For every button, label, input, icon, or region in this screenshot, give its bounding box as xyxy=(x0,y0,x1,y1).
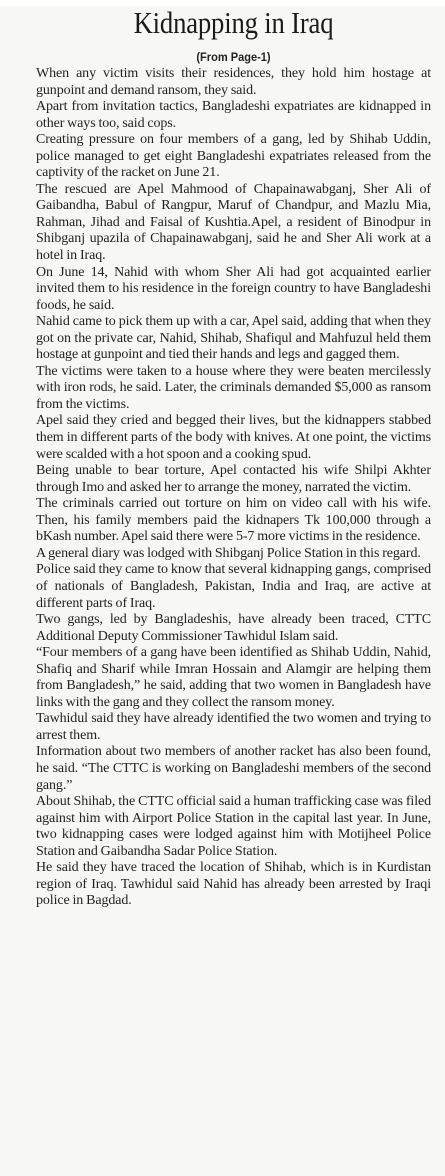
article-paragraph: Two gangs, led by Bangladeshis, have already been traced, CTTC Additional Deputy Commissioner Tawhidul Islam said. xyxy=(36,612,431,644)
continued-from-label: (From Page-1) xyxy=(196,50,271,64)
article-paragraph: Information about two members of another racket has also been found, he said. “The CTTC is working on Bangladeshi members of the second gang.” xyxy=(36,744,431,793)
newspaper-clipping xyxy=(0,6,445,1176)
article-body xyxy=(36,66,431,910)
article-paragraph: The criminals carried out torture on him on video call with his wife. Then, his family members paid the kidnapers Tk 100,000 through a bKash number. Apel said there were 5-7 more victims in the residence. xyxy=(36,496,431,545)
article-paragraph: “Four members of a gang have been identified as Shihab Uddin, Nahid, Shafiq and Sharif while Imran Hossain and Alamgir are helping them from Bangladesh,” he said, adding that two women in Bangladesh have links with the gang and they collect the ransom money. xyxy=(36,645,431,710)
article-paragraph: Nahid came to pick them up with a car, Apel said, adding that when they got on the private car, Nahid, Shihab, Shafiqul and Mahfuzul held them hostage at gunpoint and tied their hands and legs and gagged them. xyxy=(36,314,431,363)
article-paragraph: Creating pressure on four members of a gang, led by Shihab Uddin, police managed to get eight Bangladeshi expatriates released from the captivity of the racket on June 21. xyxy=(36,132,431,181)
article-paragraph: Apel said they cried and begged their lives, but the kidnappers stabbed them in different parts of the body with knives. At one point, the victims were scalded with a hot spoon and a cooking spud. xyxy=(36,413,431,462)
article-headline: Kidnapping in Iraq xyxy=(133,5,334,40)
article-paragraph: On June 14, Nahid with whom Sher Ali had got acquainted earlier invited them to his residence in the foreign country to have Bangladeshi foods, he said. xyxy=(36,264,431,313)
article-paragraph: The victims were taken to a house where they were beaten mercilessly with iron rods, he said. Later, the criminals demanded $5,000 as ransom from the victims. xyxy=(36,363,431,412)
article-paragraph: Tawhidul said they have already identified the two women and trying to arrest them. xyxy=(36,711,431,743)
article-paragraph: Being unable to bear torture, Apel contacted his wife Shilpi Akhter through Imo and asked her to arrange the money, narrated the victim. xyxy=(36,463,431,495)
article-paragraph: About Shihab, the CTTC official said a human trafficking case was filed against him with Airport Police Station in the capital last year. In June, two kidnapping cases were lodged against him with Motijheel Police Station and Gaibandha Sadar Police Station. xyxy=(36,794,431,859)
article-paragraph: When any victim visits their residences, they hold him hostage at gunpoint and demand ransom, they said. xyxy=(36,66,431,98)
article-paragraph: A general diary was lodged with Shibganj Police Station in this regard. xyxy=(36,545,421,561)
article-paragraph: The rescued are Apel Mahmood of Chapainawabganj, Sher Ali of Gaibandha, Babul of Rangpur, Maruf of Chandpur, and Mazlu Mia, Rahman, Jihad and Faisal of Kushtia.Apel, a resident of Binodpur in Shibganj upazila of Chapainawabganj, said he and Sher Ali work at a hotel in Iraq. xyxy=(36,181,431,264)
article-paragraph: Police said they came to know that several kidnapping gangs, comprised of nationals of Bangladesh, Pakistan, India and Iraq, are active at different parts of Iraq. xyxy=(36,562,431,611)
article-paragraph: He said they have traced the location of Shihab, which is in Kurdistan region of Iraq. Tawhidul said Nahid has already been arrested by Iraqi police in Bagdad. xyxy=(36,860,431,909)
article-paragraph: Apart from invitation tactics, Bangladeshi expatriates are kidnapped in other ways too, said cops. xyxy=(36,99,431,131)
